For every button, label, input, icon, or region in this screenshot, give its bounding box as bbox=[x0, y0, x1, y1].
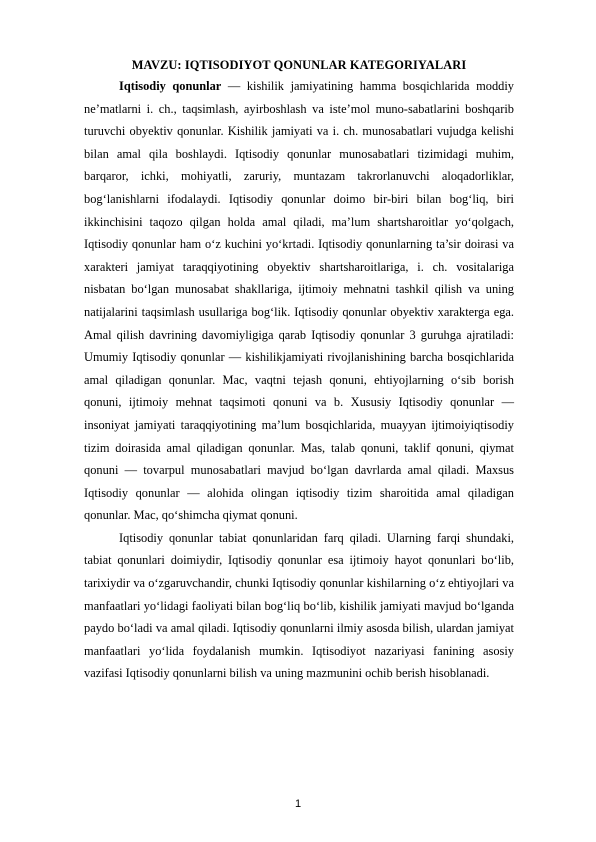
paragraph-body: Iqtisodiy qonunlar tabiat qonunlaridan farq qiladi. Ularning farqi shundaki, tabiat qonunlari doimiydir, Iqtisodiy qonunlar esa ijtimoiy hayot qonunlari bo‘lib, tarixiydir va o‘zgaruvchandir, chunki Iqtisodiy qonunlar kishilarning o‘z ehtiyojlari va manfaatlari yo‘lidagi faoliyati bilan bog‘liq bo‘lib, kishilik jamiyati mavjud bo‘lganda paydo bo‘ladi va amal qiladi. Iqtisodiy qonunlarni ilmiy asosda bilish, ulardan jamiyat manfaatlari yo‘lida foydalanish mumkin. Iqtisodiyot nazariyasi fanining asosiy vazifasi Iqtisodiy qonunlarni bilish va uning mazmunini ochib berish hisoblanadi. bbox=[84, 530, 514, 681]
paragraph-body: — kishilik jamiyatining hamma bosqichlarida moddiy ne’matlarni i. ch., taqsimlash, ayirboshlash va iste’mol muno-sabatlarini boshqarib turuvchi obyektiv qonunlar. Kishilik jamiyati va i. ch. munosabatlari vujudga kelishi bilan amal qila boshlaydi. Iqtisodiy qonunlar munosabatlari tizimidagi muhim, barqaror, ichki, mohiyatli, zaruriy, muntazam takrorlanuvchi aloqadorliklar, bog‘lanishlarni ifodalaydi. Iqtisodiy qonunlar doimo bir-biri bilan bog‘liq, biri ikkinchisini taqozo qilgan holda amal qiladi, ma’lum shartsharoitlar yo‘qolgach, Iqtisodiy qonunlar ham o‘z kuchini yo‘krtadi. Iqtisodiy qonunlarning ta’sir doirasi va xarakteri jamiyat taraqqiyotining obyektiv shartsharoitlariga, i. ch. vositalariga nisbatan bo‘lgan munosabat shakllariga, ijtimoiy mehnatni tashkil qilish va uning natijalarini taqsimlash usullariga bog‘lik. Iqtisodiy qonunlar obyektiv xarakterga ega. Amal qilish davrining davomiyligiga qarab Iqtisodiy qonunlar 3 guruhga ajratiladi: Umumiy Iqtisodiy qonunlar — kishilikjamiyati rivojlanishining barcha bosqichlarida amal qiladigan qonunlar. Mac, vaqtni tejash qonuni, ehtiyojlarning o‘sib borish qonuni, ijtimoiy mehnat taqsimoti qonuni va b. Xususiy Iqtisodiy qonunlar — insoniyat jamiyati taraqqiyotining ma’lum bosqichlarida, muayyan ijtimoiyiqtisodiy tizim doirasida amal qiladigan qonunlar. Mas, talab qonuni, taklif qonuni, qiymat qonuni — tovarpul munosabatlari mavjud bo‘lgan davrlarda amal qiladi. Maxsus Iqtisodiy qonunlar — alohida olingan iqtisodiy tizim sharoitida amal qiladigan qonunlar. Mac, qo‘shimcha qiymat qonuni. bbox=[84, 79, 514, 523]
paragraph-comparison bbox=[84, 527, 514, 685]
paragraph-definition bbox=[84, 75, 514, 527]
document-page bbox=[84, 55, 514, 685]
paragraph-lead-term: Iqtisodiy qonunlar bbox=[119, 79, 222, 93]
page-number: 1 bbox=[294, 798, 302, 810]
document-title: MAVZU: IQTISODIYOT QONUNLAR KATEGORIYALARI bbox=[131, 58, 467, 72]
